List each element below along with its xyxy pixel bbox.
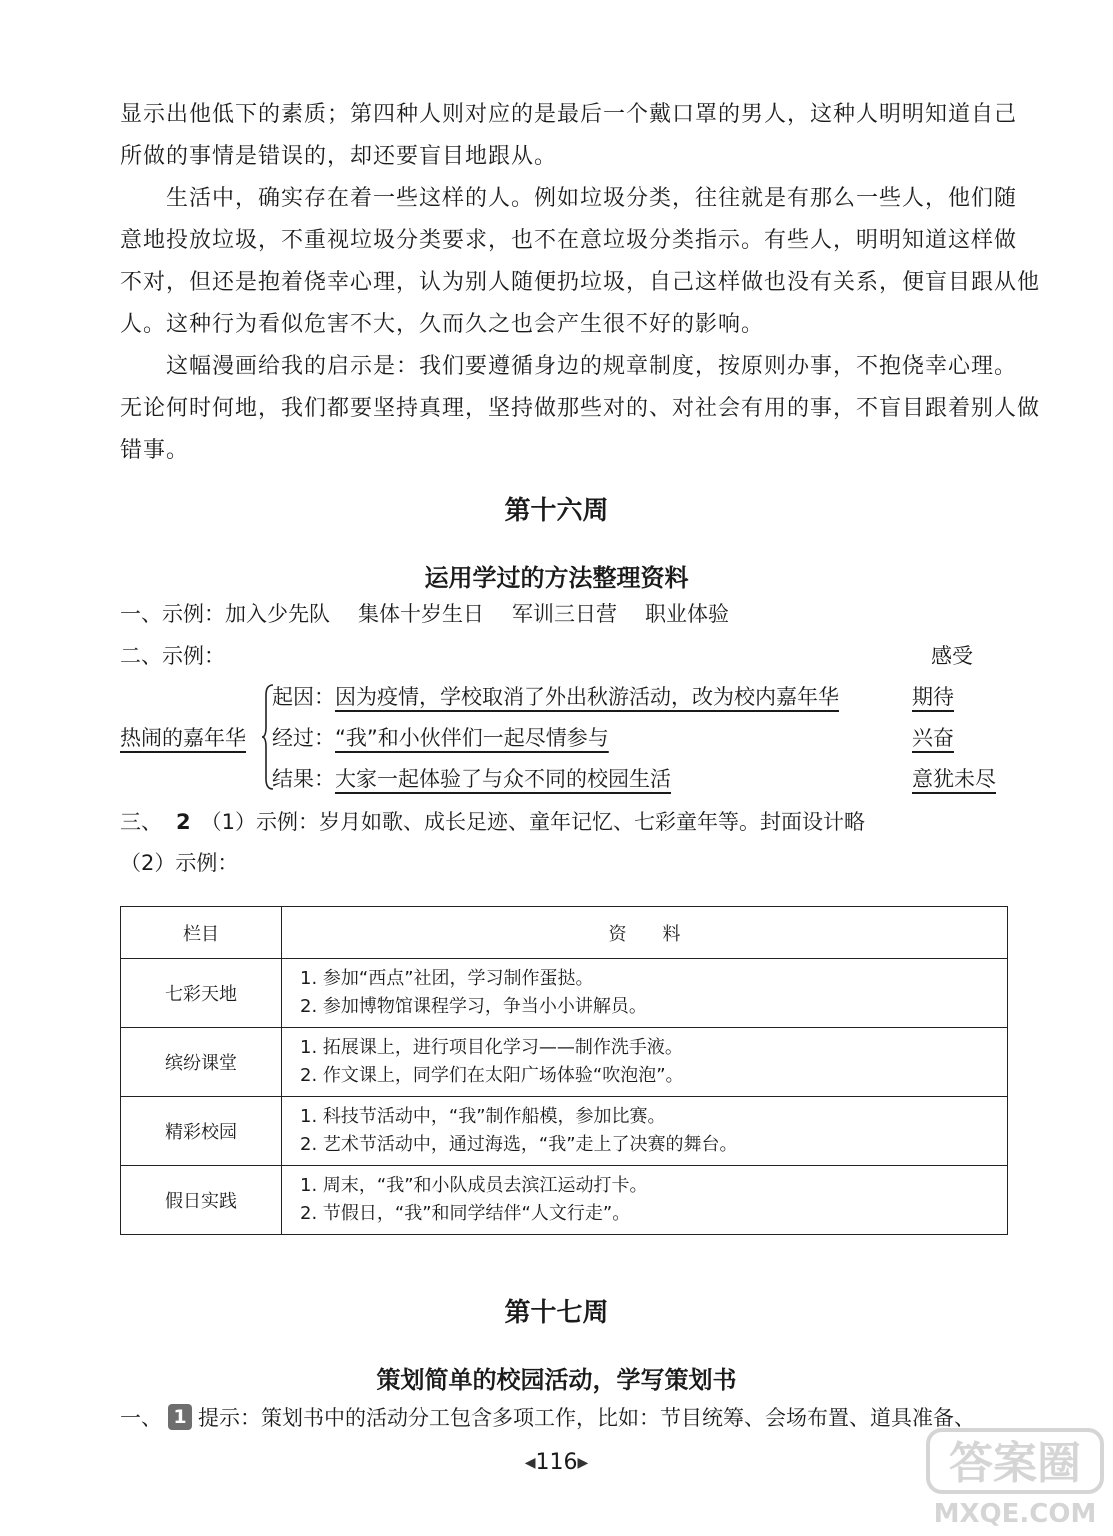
table-cell-data xyxy=(282,959,1008,1028)
table-item: 2. 艺术节活动中，通过海选，“我”走上了决赛的舞台。 xyxy=(300,1134,738,1155)
q1-text: 提示：策划书中的活动分工包含多项工作，比如：节目统筹、会场布置、道具准备、 xyxy=(198,1406,975,1430)
feeling-cause: 期待 xyxy=(912,685,954,709)
text-line: 生活中，确实存在着一些这样的人。例如垃圾分类，往往就是有那么一些人，他们随 xyxy=(120,186,1018,211)
paragraph-3 xyxy=(120,346,1041,472)
table-cell-column: 假日实践 xyxy=(121,1166,282,1235)
q1-item: 集体十岁生日 xyxy=(358,602,484,626)
material-table xyxy=(120,906,1008,1235)
week17-section-title: 策划简单的校园活动，学写策划书 xyxy=(376,1366,737,1394)
svg-text:MXQE.COM: MXQE.COM xyxy=(933,1499,1097,1529)
feeling-header: 感受 xyxy=(931,644,973,668)
week16-section-title: 运用学过的方法整理资料 xyxy=(424,564,689,592)
table-item: 2. 作文课上，同学们在太阳广场体验“吹泡泡”。 xyxy=(300,1065,684,1086)
table-item: 2. 节假日，“我”和同学结伴“人文行走”。 xyxy=(300,1203,631,1224)
right-triangle-icon: ▶ xyxy=(577,1455,589,1471)
text-line: 错事。 xyxy=(120,438,190,463)
table-item: 1. 参加“西点”社团，学习制作蛋挞。 xyxy=(300,968,594,989)
text-line: 不对，但还是抱着侥幸心理，认为别人随便扔垃圾，自己这样做也没有关系，便盲目跟从他 xyxy=(120,270,1041,295)
table-cell-column: 精彩校园 xyxy=(121,1097,282,1166)
table-cell-data xyxy=(282,1166,1008,1235)
q1-item: 加入少先队 xyxy=(225,602,330,626)
question-number-badge: 1 xyxy=(168,1404,192,1430)
left-triangle-icon: ◀ xyxy=(524,1455,536,1471)
week17-title: 第十七周 xyxy=(504,1298,609,1328)
table-item: 1. 周末，“我”和小队成员去滨江运动打卡。 xyxy=(300,1175,648,1196)
week16-q3b: （2）示例： xyxy=(120,851,239,875)
paragraph-2 xyxy=(120,178,1041,346)
text-line: 无论何时何地，我们都要坚持真理，坚持做那些对的、对社会有用的事，不盲目跟着别人做 xyxy=(120,396,1041,421)
table-header: 资 料 xyxy=(282,907,1008,959)
diagram-row-result xyxy=(272,763,671,793)
table-item: 1. 拓展课上，进行项目化学习——制作洗手液。 xyxy=(300,1037,683,1058)
paragraph-1 xyxy=(120,94,1018,178)
svg-text:答案圈: 答案圈 xyxy=(949,1438,1081,1489)
week16-q2-prefix: 二、示例： xyxy=(120,644,225,668)
table-row xyxy=(121,1166,1008,1235)
table-item: 1. 科技节活动中，“我”制作船模，参加比赛。 xyxy=(300,1106,666,1127)
table-cell-data xyxy=(282,1097,1008,1166)
week16-title: 第十六周 xyxy=(504,496,609,526)
row-label: 经过： xyxy=(272,726,335,750)
row-text: “我”和小伙伴们一起尽情参与 xyxy=(335,726,609,750)
page-number-value: 116 xyxy=(535,1450,578,1475)
row-label: 结果： xyxy=(272,767,335,791)
text-line: 这幅漫画给我的启示是：我们要遵循身边的规章制度，按原则办事，不抱侥幸心理。 xyxy=(120,354,1018,379)
table-header-row xyxy=(121,907,1008,959)
week17-q1 xyxy=(120,1402,975,1432)
table-row xyxy=(121,1028,1008,1097)
q3-text: （1）示例：岁月如歌、成长足迹、童年记忆、七彩童年等。封面设计略 xyxy=(200,810,865,834)
q3-number: 2 xyxy=(176,810,191,834)
q1-prefix: 一、 xyxy=(120,1406,162,1430)
text-line: 人。这种行为看似危害不大，久而久之也会产生很不好的影响。 xyxy=(120,312,765,337)
table-row xyxy=(121,959,1008,1028)
diagram-row-cause xyxy=(272,681,839,711)
q1-prefix: 一、示例： xyxy=(120,602,225,626)
text-line: 意地投放垃圾，不重视垃圾分类要求，也不在意垃圾分类指示。有些人，明明知道这样做 xyxy=(120,228,1018,253)
row-label: 起因： xyxy=(272,685,335,709)
text-line: 显示出他低下的素质；第四种人则对应的是最后一个戴口罩的男人，这种人明明知道自己 xyxy=(120,102,1018,127)
table-cell-data xyxy=(282,1028,1008,1097)
table-cell-column: 七彩天地 xyxy=(121,959,282,1028)
table-item: 2. 参加博物馆课程学习，争当小小讲解员。 xyxy=(300,996,647,1017)
q1-item: 职业体验 xyxy=(645,602,729,626)
watermark-logo xyxy=(920,1412,1110,1532)
row-text: 大家一起体验了与众不同的校园生活 xyxy=(335,767,671,791)
row-text: 因为疫情，学校取消了外出秋游活动，改为校内嘉年华 xyxy=(335,685,839,709)
q1-item: 军训三日营 xyxy=(512,602,617,626)
feeling-result: 意犹未尽 xyxy=(912,767,996,791)
feeling-process: 兴奋 xyxy=(912,726,954,750)
table-row xyxy=(121,1097,1008,1166)
table-header: 栏目 xyxy=(121,907,282,959)
diagram-topic: 热闹的嘉年华 xyxy=(120,726,246,750)
table-cell-column: 缤纷课堂 xyxy=(121,1028,282,1097)
text-line: 所做的事情是错误的，却还要盲目地跟从。 xyxy=(120,144,558,169)
week16-q3 xyxy=(120,806,865,836)
q3-prefix: 三、 xyxy=(120,810,162,834)
diagram-row-process xyxy=(272,722,609,752)
week16-q1 xyxy=(120,598,729,628)
